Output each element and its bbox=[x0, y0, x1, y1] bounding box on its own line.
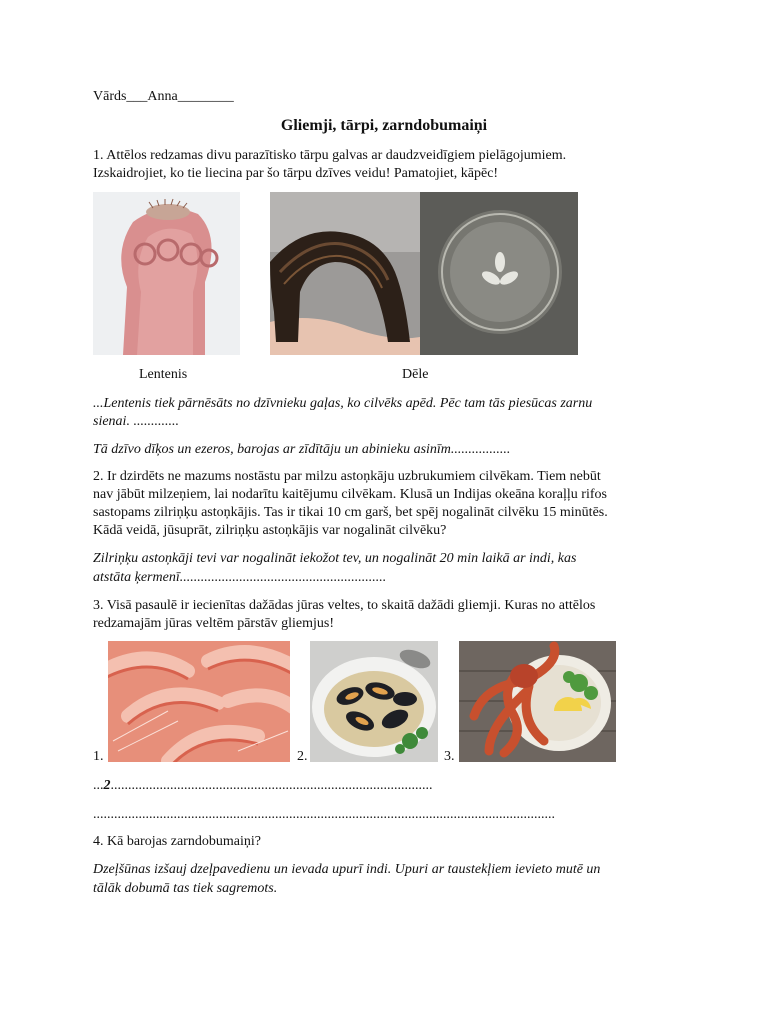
q2-answer-line-1: Zilriņķu astoņkāji tevi var nogalināt iekožot tev, un nogalināt 20 min laikā ar indi, kas bbox=[93, 551, 577, 566]
q3-line-1: 3. Visā pasaulē ir iecienītas dažādas jūras veltes, to skaitā dažādi gliemji. Kuras no attēlos bbox=[93, 598, 596, 613]
q4-answer-line-1: Dzeļšūnas izšauj dzeļpavedienu un ievada upurī indi. Upuri ar taustekļiem ievieto mutē un bbox=[93, 862, 601, 877]
q3-answer-prefix: ... bbox=[93, 778, 104, 793]
q2-line-4: Kādā veidā, jūsuprāt, zilriņķu astoņkājis var nogalināt cilvēku? bbox=[93, 523, 447, 538]
seafood-label-2: 2. bbox=[297, 749, 308, 764]
q3-answer-line bbox=[93, 777, 433, 795]
q2-answer-line-2: atstāta ķermenī........................................................... bbox=[93, 570, 387, 585]
q3-line-2: redzamajām jūras veltēm pārstāv gliemjus! bbox=[93, 616, 335, 631]
q1-answer-2: Tā dzīvo dīķos un ezeros, barojas ar zīdītāju un abinieku asinīm................. bbox=[93, 442, 511, 457]
q3-answer-value: 2 bbox=[103, 778, 111, 793]
q3-dots-line: .................................................................................................................................... bbox=[93, 807, 555, 822]
q4-answer-line-2: tālāk dobumā tas tiek sagremots. bbox=[93, 881, 278, 896]
tapeworm-head-image bbox=[93, 192, 240, 355]
q1-answer-1-line-2: sienai. ............. bbox=[93, 414, 179, 429]
q2-line-1: 2. Ir dzirdēts ne mazums nostāstu par milzu astoņkāju uzbrukumiem cilvēkam. Tiem nebūt bbox=[93, 469, 601, 484]
q3-answer-dots: ............................................................................................ bbox=[110, 778, 433, 793]
mussels-image bbox=[310, 641, 438, 762]
name-line: Vārds___Anna________ bbox=[93, 89, 234, 104]
q2-line-2: nav jābūt milzeņiem, lai nodarītu kaitējumu cilvēkam. Klusā un Indijas okeāna koraļļu rifos bbox=[93, 487, 607, 502]
leech-mouth-image bbox=[420, 192, 578, 355]
q4-line-1: 4. Kā barojas zarndobumaiņi? bbox=[93, 834, 261, 849]
q1-line-2: Izskaidrojiet, ko tie liecina par šo tārpu dzīves veidu! Pamatojiet, kāpēc! bbox=[93, 166, 499, 181]
caption-tapeworm: Lentenis bbox=[139, 367, 188, 382]
q1-answer-1-line-1: ...Lentenis tiek pārnēsāts no dzīvnieku gaļas, ko cilvēks apēd. Pēc tam tās piesūcas zarnu bbox=[93, 396, 593, 411]
octopus-image bbox=[459, 641, 616, 762]
leech-image bbox=[270, 192, 420, 355]
q2-line-3: sastopams zilriņķu astoņkājis. Tas ir tikai 10 cm garš, bet spēj nogalināt cilvēku 15 minūtēs. bbox=[93, 505, 608, 520]
page-title: Gliemji, tārpi, zarndobumaiņi bbox=[280, 117, 488, 134]
seafood-label-3: 3. bbox=[444, 749, 455, 764]
q1-line-1: 1. Attēlos redzamas divu parazītisko tārpu galvas ar daudzveidīgiem pielāgojumiem. bbox=[93, 148, 567, 163]
caption-leech: Dēle bbox=[402, 367, 429, 382]
shrimp-image bbox=[108, 641, 290, 762]
seafood-label-1: 1. bbox=[93, 749, 104, 764]
